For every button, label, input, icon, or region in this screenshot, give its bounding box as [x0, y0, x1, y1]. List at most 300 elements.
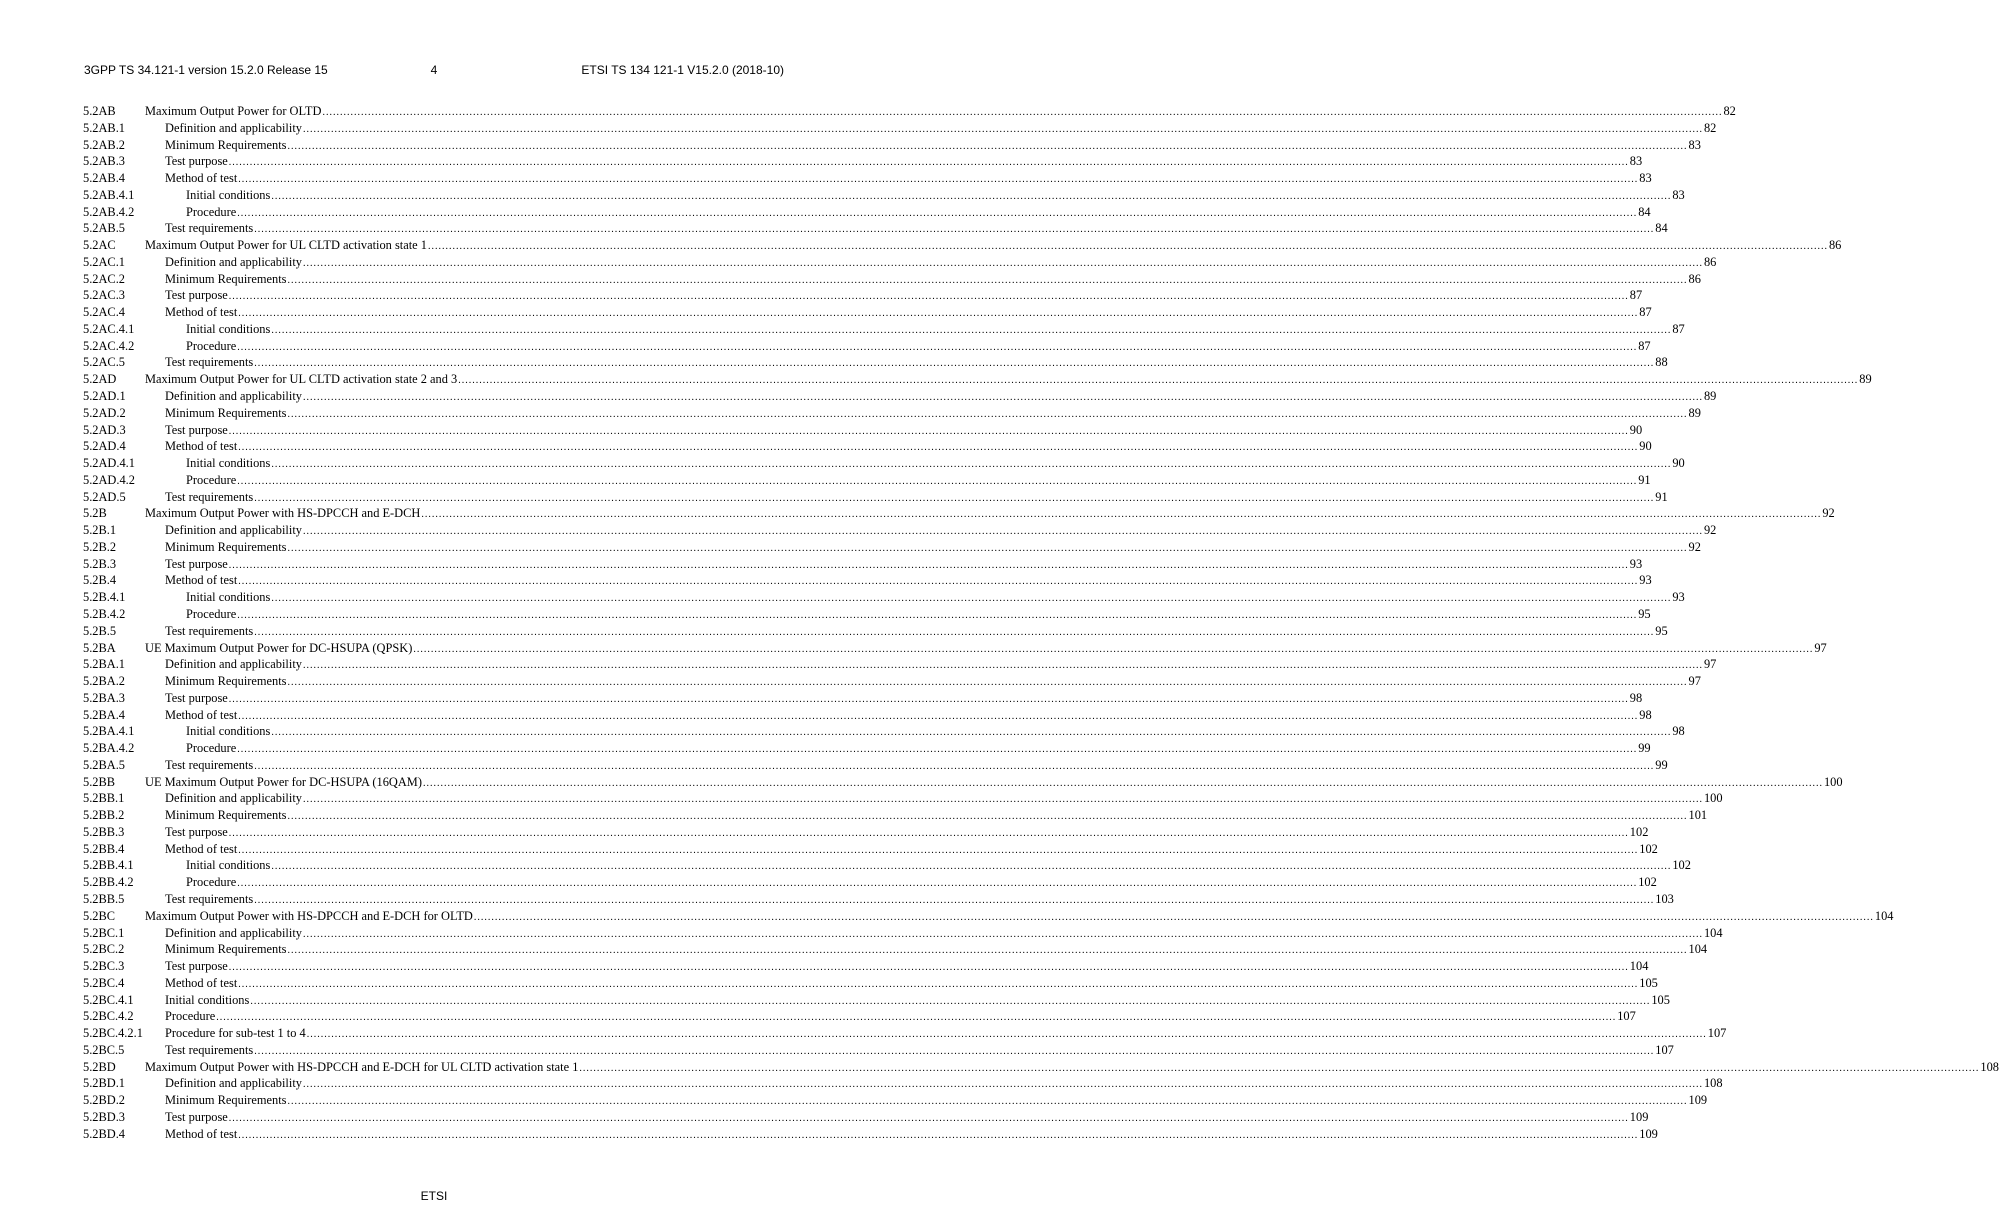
toc-dot-leader: ................................................................................................................................................................................................................................................................................................................................................................................................................: [238, 174, 1639, 186]
toc-dot-leader: ................................................................................................................................................................................................................................................................................................................................................................................................................: [287, 542, 1688, 554]
toc-entry-page: 105: [1639, 975, 1658, 990]
toc-entry-number: 5.2B.3: [83, 556, 117, 571]
toc-entry[interactable]: [83, 740, 1651, 757]
toc-entry[interactable]: [83, 1092, 1708, 1109]
toc-entry-page: 83: [1672, 187, 1685, 202]
toc-entry-number: 5.2B.5: [83, 623, 117, 638]
toc-entry-page: 109: [1688, 1093, 1708, 1108]
toc-dot-leader: ................................................................................................................................................................................................................................................................................................................................................................................................................: [302, 123, 1703, 135]
toc-entry-title: Definition and applicability: [165, 254, 302, 269]
toc-entry[interactable]: [83, 774, 1843, 791]
toc-dot-leader: ................................................................................................................................................................................................................................................................................................................................................................................................................: [254, 358, 1655, 370]
toc-entry-title: Method of test: [165, 439, 238, 454]
toc-entry-number: 5.2BC.2: [83, 942, 125, 957]
toc-entry-number: 5.2B: [83, 506, 107, 521]
toc-entry[interactable]: [83, 841, 1658, 858]
toc-entry-page: 107: [1655, 1042, 1674, 1057]
toc-entry[interactable]: [83, 287, 1643, 304]
toc-entry-number: 5.2BB.4.1: [83, 858, 134, 873]
toc-entry-number: 5.2B.4.1: [83, 590, 126, 605]
toc-entry-page: 87: [1629, 288, 1643, 303]
toc-entry-number: 5.2AC.1: [83, 254, 125, 269]
toc-entry-number: 5.2BA.4: [83, 707, 125, 722]
toc-entry-number: 5.2BB: [83, 774, 116, 789]
toc-entry[interactable]: [83, 958, 1649, 975]
toc-entry-number: 5.2B.1: [83, 523, 117, 538]
toc-entry[interactable]: [83, 891, 1674, 908]
toc-entry-number: 5.2BD.4: [83, 1126, 125, 1141]
toc-dot-leader: ................................................................................................................................................................................................................................................................................................................................................................................................................: [237, 609, 1638, 621]
toc-dot-leader: ................................................................................................................................................................................................................................................................................................................................................................................................................: [287, 140, 1688, 152]
toc-entry[interactable]: [83, 707, 1652, 724]
toc-entry-title: Minimum Requirements: [165, 808, 287, 823]
toc-entry[interactable]: [83, 941, 1708, 958]
toc-dot-leader: ................................................................................................................................................................................................................................................................................................................................................................................................................: [254, 626, 1655, 638]
toc-entry[interactable]: [83, 153, 1643, 170]
toc-entry-page: 84: [1638, 204, 1651, 219]
toc-entry-page: 90: [1672, 456, 1685, 471]
toc-dot-leader: ................................................................................................................................................................................................................................................................................................................................................................................................................: [287, 945, 1688, 957]
toc-entry[interactable]: [83, 539, 1701, 556]
toc-entry[interactable]: [83, 304, 1652, 321]
toc-entry-title: Method of test: [165, 975, 238, 990]
toc-entry-number: 5.2BA.4.2: [83, 741, 135, 756]
toc-entry-number: 5.2AB.2: [83, 137, 125, 152]
toc-entry-number: 5.2B.2: [83, 539, 117, 554]
toc-entry-number: 5.2BD.2: [83, 1093, 125, 1108]
toc-entry-number: 5.2BB.5: [83, 891, 125, 906]
toc-dot-leader: ................................................................................................................................................................................................................................................................................................................................................................................................................: [238, 308, 1639, 320]
toc-entry[interactable]: [83, 103, 1736, 120]
toc-dot-leader: ................................................................................................................................................................................................................................................................................................................................................................................................................: [216, 1012, 1617, 1024]
toc-entry[interactable]: [83, 807, 1708, 824]
toc-entry[interactable]: [83, 422, 1643, 439]
toc-dot-leader: ................................................................................................................................................................................................................................................................................................................................................................................................................: [238, 710, 1639, 722]
toc-entry-page: 99: [1638, 741, 1651, 756]
toc-entry-title: Test purpose: [165, 824, 228, 839]
toc-entry-number: 5.2AD.5: [83, 489, 126, 504]
toc-entry[interactable]: [83, 220, 1668, 237]
toc-entry-number: 5.2BA.2: [83, 674, 125, 689]
toc-entry-title: Method of test: [165, 841, 238, 856]
toc-entry-title: Test requirements: [165, 891, 254, 906]
toc-dot-leader: ................................................................................................................................................................................................................................................................................................................................................................................................................: [306, 1029, 1707, 1041]
toc-dot-leader: ................................................................................................................................................................................................................................................................................................................................................................................................................: [287, 274, 1688, 286]
toc-entry-page: 101: [1688, 808, 1708, 823]
toc-entry-page: 91: [1655, 489, 1668, 504]
toc-dot-leader: ................................................................................................................................................................................................................................................................................................................................................................................................................: [238, 1129, 1639, 1141]
toc-entry-title: Test purpose: [165, 556, 228, 571]
toc-entry-number: 5.2BD: [83, 1059, 116, 1074]
toc-entry-title: UE Maximum Output Power for DC-HSUPA (QPSK): [145, 640, 413, 655]
toc-entry-title: Maximum Output Power with HS-DPCCH and E-DCH for OLTD: [145, 908, 473, 923]
toc-dot-leader: ................................................................................................................................................................................................................................................................................................................................................................................................................: [228, 827, 1629, 839]
toc-entry-page: 90: [1639, 439, 1652, 454]
toc-entry-page: 107: [1617, 1009, 1636, 1024]
toc-entry-page: 92: [1822, 506, 1835, 521]
toc-entry-page: 93: [1629, 556, 1643, 571]
toc-entry-title: Test purpose: [165, 690, 228, 705]
toc-entry-page: 91: [1638, 472, 1651, 487]
toc-entry-number: 5.2AC.4.2: [83, 338, 135, 353]
toc-entry-title: Minimum Requirements: [165, 271, 287, 286]
toc-dot-leader: ................................................................................................................................................................................................................................................................................................................................................................................................................: [421, 509, 1822, 521]
toc-entry-page: 86: [1688, 271, 1701, 286]
toc-entry[interactable]: [83, 1008, 1636, 1025]
toc-entry-number: 5.2BC.3: [83, 959, 125, 974]
toc-entry-number: 5.2AB.1: [83, 120, 125, 135]
toc-entry-title: Minimum Requirements: [165, 137, 287, 152]
toc-entry-page: 83: [1629, 154, 1643, 169]
toc-entry[interactable]: [83, 656, 1717, 673]
toc-entry-number: 5.2AD.1: [83, 389, 126, 404]
toc-entry-title: Method of test: [165, 1126, 238, 1141]
toc-entry-title: Maximum Output Power for UL CLTD activation state 1: [145, 238, 427, 253]
toc-dot-leader: ................................................................................................................................................................................................................................................................................................................................................................................................................: [228, 425, 1629, 437]
toc-entry-title: Initial conditions: [186, 456, 271, 471]
toc-dot-leader: ................................................................................................................................................................................................................................................................................................................................................................................................................: [250, 995, 1651, 1007]
toc-entry[interactable]: [83, 187, 1685, 204]
toc-entry-page: 92: [1688, 539, 1701, 554]
toc-entry[interactable]: [83, 690, 1643, 707]
toc-entry[interactable]: [83, 1042, 1674, 1059]
toc-dot-leader: ................................................................................................................................................................................................................................................................................................................................................................................................................: [271, 861, 1672, 873]
toc-entry-title: Test requirements: [165, 489, 254, 504]
toc-entry[interactable]: [83, 1075, 1723, 1092]
toc-dot-leader: ................................................................................................................................................................................................................................................................................................................................................................................................................: [254, 894, 1655, 906]
toc-entry-title: Initial conditions: [186, 724, 271, 739]
toc-entry-title: Initial conditions: [186, 187, 271, 202]
toc-entry-title: Minimum Requirements: [165, 674, 287, 689]
toc-entry-title: UE Maximum Output Power for DC-HSUPA (16QAM): [145, 774, 422, 789]
toc-entry-number: 5.2BD.1: [83, 1076, 125, 1091]
toc-entry-title: Definition and applicability: [165, 791, 302, 806]
toc-entry-number: 5.2BC.4.2.1: [83, 1026, 143, 1041]
toc-entry-page: 92: [1703, 523, 1717, 538]
header-spec-version: 3GPP TS 34.121-1 version 15.2.0 Release 15: [84, 63, 328, 77]
toc-entry-title: Test purpose: [165, 1109, 228, 1124]
toc-entry-page: 86: [1703, 254, 1717, 269]
toc-entry-title: Method of test: [165, 707, 238, 722]
toc-entry[interactable]: [83, 908, 1894, 925]
toc-entry-page: 107: [1707, 1026, 1727, 1041]
toc-entry-page: 82: [1723, 104, 1736, 118]
toc-entry[interactable]: [83, 254, 1717, 271]
toc-entry-title: Procedure: [186, 606, 237, 621]
toc-dot-leader: ................................................................................................................................................................................................................................................................................................................................................................................................................: [302, 928, 1703, 940]
toc-entry[interactable]: [83, 640, 1827, 657]
toc-entry-title: Test purpose: [165, 154, 228, 169]
toc-entry[interactable]: [83, 606, 1651, 623]
toc-entry[interactable]: [83, 572, 1652, 589]
toc-entry[interactable]: [83, 992, 1670, 1009]
toc-entry-title: Definition and applicability: [165, 657, 302, 672]
toc-entry-page: 100: [1703, 791, 1723, 806]
toc-entry-number: 5.2AB.4.2: [83, 204, 135, 219]
toc-dot-leader: ................................................................................................................................................................................................................................................................................................................................................................................................................: [237, 207, 1638, 219]
toc-entry-title: Maximum Output Power with HS-DPCCH and E-DCH for UL CLTD activation state 1: [145, 1059, 579, 1074]
toc-entry-number: 5.2AC.2: [83, 271, 125, 286]
toc-entry-title: Minimum Requirements: [165, 1093, 287, 1108]
toc-entry-page: 102: [1638, 875, 1657, 890]
toc-entry-title: Test requirements: [165, 1042, 254, 1057]
toc-entry-title: Test purpose: [165, 422, 228, 437]
toc-entry-number: 5.2AD.4.2: [83, 472, 135, 487]
toc-entry-title: Maximum Output Power for OLTD: [145, 104, 322, 118]
toc-entry-title: Procedure for sub-test 1 to 4: [165, 1026, 306, 1041]
toc-entry-number: 5.2BA.1: [83, 657, 125, 672]
toc-entry-number: 5.2AD.3: [83, 422, 126, 437]
toc-entry[interactable]: [83, 623, 1668, 640]
toc-entry-page: 102: [1629, 824, 1649, 839]
toc-entry-page: 89: [1859, 372, 1872, 387]
toc-entry-page: 104: [1629, 959, 1649, 974]
toc-entry[interactable]: [83, 975, 1658, 992]
toc-entry-number: 5.2BB.4.2: [83, 875, 134, 890]
toc-dot-leader: ................................................................................................................................................................................................................................................................................................................................................................................................................: [237, 744, 1638, 756]
toc-dot-leader: ................................................................................................................................................................................................................................................................................................................................................................................................................: [228, 1112, 1629, 1124]
toc-entry-title: Procedure: [186, 741, 237, 756]
toc-entry-title: Definition and applicability: [165, 523, 302, 538]
toc-entry-page: 87: [1638, 338, 1651, 353]
toc-entry-page: 97: [1688, 674, 1701, 689]
toc-entry-number: 5.2AD.4: [83, 439, 126, 454]
toc-dot-leader: ................................................................................................................................................................................................................................................................................................................................................................................................................: [422, 777, 1823, 789]
toc-entry[interactable]: [83, 455, 1685, 472]
toc-entry-number: 5.2AB.4.1: [83, 187, 135, 202]
header-etsi-reference: ETSI TS 134 121-1 V15.2.0 (2018-10): [581, 63, 784, 77]
toc-dot-leader: ................................................................................................................................................................................................................................................................................................................................................................................................................: [228, 157, 1629, 169]
toc-entry-number: 5.2BC.5: [83, 1042, 125, 1057]
toc-dot-leader: ................................................................................................................................................................................................................................................................................................................................................................................................................: [473, 911, 1874, 923]
toc-entry-title: Procedure: [165, 1009, 216, 1024]
toc-dot-leader: ................................................................................................................................................................................................................................................................................................................................................................................................................: [237, 878, 1638, 890]
toc-entry-number: 5.2BA: [83, 640, 116, 655]
toc-entry-page: 97: [1703, 657, 1717, 672]
toc-entry-page: 83: [1639, 171, 1652, 186]
toc-dot-leader: ................................................................................................................................................................................................................................................................................................................................................................................................................: [271, 324, 1672, 336]
toc-dot-leader: ................................................................................................................................................................................................................................................................................................................................................................................................................: [413, 643, 1814, 655]
toc-entry-page: 99: [1655, 757, 1668, 772]
toc-entry[interactable]: [83, 723, 1685, 740]
toc-dot-leader: ................................................................................................................................................................................................................................................................................................................................................................................................................: [287, 1096, 1688, 1108]
toc-dot-leader: ................................................................................................................................................................................................................................................................................................................................................................................................................: [271, 190, 1672, 202]
toc-dot-leader: ................................................................................................................................................................................................................................................................................................................................................................................................................: [228, 693, 1629, 705]
toc-entry-number: 5.2B.4.2: [83, 606, 126, 621]
toc-entry-title: Method of test: [165, 573, 238, 588]
toc-entry-number: 5.2BC.1: [83, 925, 125, 940]
toc-entry-number: 5.2BC.4: [83, 975, 125, 990]
toc-entry-page: 89: [1688, 405, 1701, 420]
toc-entry-title: Minimum Requirements: [165, 405, 287, 420]
toc-entry-title: Procedure: [186, 472, 237, 487]
toc-dot-leader: ................................................................................................................................................................................................................................................................................................................................................................................................................: [228, 559, 1629, 571]
toc-entry-page: 103: [1655, 891, 1674, 906]
toc-dot-leader: ................................................................................................................................................................................................................................................................................................................................................................................................................: [302, 526, 1703, 538]
toc-entry-page: 82: [1703, 120, 1717, 135]
toc-entry-title: Minimum Requirements: [165, 942, 287, 957]
header-page-number: 4: [430, 63, 438, 77]
toc-entry-number: 5.2AB.5: [83, 221, 125, 236]
toc-dot-leader: ................................................................................................................................................................................................................................................................................................................................................................................................................: [271, 593, 1672, 605]
toc-entry-title: Initial conditions: [186, 858, 271, 873]
toc-entry-page: 95: [1638, 606, 1651, 621]
toc-entry-page: 109: [1629, 1109, 1649, 1124]
toc-entry[interactable]: [83, 237, 1842, 254]
toc-entry-number: 5.2B.4: [83, 573, 117, 588]
toc-dot-leader: ................................................................................................................................................................................................................................................................................................................................................................................................................: [254, 1045, 1655, 1057]
toc-dot-leader: ................................................................................................................................................................................................................................................................................................................................................................................................................: [287, 677, 1688, 689]
toc-dot-leader: ................................................................................................................................................................................................................................................................................................................................................................................................................: [228, 291, 1629, 303]
toc-entry-page: 104: [1874, 908, 1894, 923]
toc-entry-page: 88: [1655, 355, 1668, 370]
toc-entry-number: 5.2BA.4.1: [83, 724, 135, 739]
toc-entry-title: Initial conditions: [186, 590, 271, 605]
toc-entry[interactable]: [83, 925, 1723, 942]
toc-entry-title: Definition and applicability: [165, 925, 302, 940]
toc-entry[interactable]: [83, 489, 1668, 506]
toc-entry-page: 109: [1639, 1126, 1658, 1141]
toc-entry-title: Minimum Requirements: [165, 539, 287, 554]
toc-entry-page: 90: [1629, 422, 1643, 437]
toc-entry[interactable]: [83, 405, 1701, 422]
toc-entry-title: Maximum Output Power with HS-DPCCH and E-DCH: [145, 506, 421, 521]
toc-entry-number: 5.2AB: [83, 104, 116, 118]
toc-dot-leader: ................................................................................................................................................................................................................................................................................................................................................................................................................: [254, 224, 1655, 236]
toc-entry-number: 5.2BB.2: [83, 808, 125, 823]
toc-dot-leader: ................................................................................................................................................................................................................................................................................................................................................................................................................: [271, 727, 1672, 739]
toc-entry-page: 93: [1672, 590, 1685, 605]
toc-entry-page: 87: [1639, 305, 1652, 320]
toc-entry-title: Test requirements: [165, 221, 254, 236]
toc-dot-leader: ................................................................................................................................................................................................................................................................................................................................................................................................................: [271, 459, 1672, 471]
toc-entry[interactable]: [83, 556, 1643, 573]
toc-entry-title: Definition and applicability: [165, 389, 302, 404]
toc-entry[interactable]: [83, 321, 1685, 338]
toc-entry-title: Test requirements: [165, 355, 254, 370]
toc-entry-page: 97: [1814, 640, 1827, 655]
toc-entry-title: Procedure: [186, 338, 237, 353]
toc-entry-title: Initial conditions: [165, 992, 250, 1007]
toc-entry[interactable]: [83, 824, 1649, 841]
toc-entry-title: Test requirements: [165, 623, 254, 638]
toc-entry[interactable]: [83, 874, 1657, 891]
toc-entry-page: 104: [1688, 942, 1708, 957]
toc-entry-page: 86: [1828, 238, 1842, 253]
toc-entry-title: Procedure: [186, 875, 237, 890]
toc-entry[interactable]: [83, 1059, 1999, 1076]
toc-entry[interactable]: [83, 354, 1668, 371]
toc-dot-leader: ................................................................................................................................................................................................................................................................................................................................................................................................................: [427, 241, 1828, 253]
toc-entry-number: 5.2BB.3: [83, 824, 125, 839]
toc-entry[interactable]: [83, 1126, 1658, 1143]
toc-entry[interactable]: [83, 790, 1723, 807]
toc-entry-number: 5.2BC.4.1: [83, 992, 134, 1007]
toc-entry-page: 98: [1639, 707, 1652, 722]
toc-entry-number: 5.2AD.2: [83, 405, 126, 420]
toc-entry[interactable]: [83, 204, 1651, 221]
toc-entry-page: 108: [1980, 1059, 1999, 1074]
toc-entry[interactable]: [83, 757, 1668, 774]
toc-entry[interactable]: [83, 338, 1651, 355]
toc-dot-leader: ................................................................................................................................................................................................................................................................................................................................................................................................................: [302, 660, 1703, 672]
toc-entry-page: 89: [1703, 389, 1717, 404]
toc-dot-leader: ................................................................................................................................................................................................................................................................................................................................................................................................................: [287, 408, 1688, 420]
toc-entry-title: Test requirements: [165, 757, 254, 772]
toc-entry[interactable]: [83, 170, 1652, 187]
toc-entry-number: 5.2AD: [83, 372, 117, 387]
toc-entry-number: 5.2BA.5: [83, 757, 125, 772]
toc-entry-title: Method of test: [165, 171, 238, 186]
toc-entry-number: 5.2BB.4: [83, 841, 125, 856]
toc-entry[interactable]: [83, 589, 1685, 606]
toc-dot-leader: ................................................................................................................................................................................................................................................................................................................................................................................................................: [458, 375, 1859, 387]
toc-entry-page: 102: [1672, 858, 1691, 873]
toc-entry[interactable]: [83, 438, 1652, 455]
toc-dot-leader: ................................................................................................................................................................................................................................................................................................................................................................................................................: [238, 576, 1639, 588]
toc-entry-number: 5.2AB.3: [83, 154, 125, 169]
toc-dot-leader: ................................................................................................................................................................................................................................................................................................................................................................................................................: [228, 962, 1629, 974]
toc-entry-title: Test purpose: [165, 959, 228, 974]
toc-entry-number: 5.2AC.4.1: [83, 321, 135, 336]
footer-etsi: ETSI: [420, 1189, 448, 1203]
toc-entry[interactable]: [83, 271, 1701, 288]
toc-entry[interactable]: [83, 673, 1701, 690]
toc-dot-leader: ................................................................................................................................................................................................................................................................................................................................................................................................................: [254, 492, 1655, 504]
toc-entry-title: Initial conditions: [186, 321, 271, 336]
toc-entry[interactable]: [83, 1109, 1649, 1126]
toc-entry-number: 5.2BB.1: [83, 791, 125, 806]
toc-entry[interactable]: [83, 120, 1717, 137]
toc-dot-leader: ................................................................................................................................................................................................................................................................................................................................................................................................................: [579, 1062, 1980, 1074]
toc-entry-page: 105: [1651, 992, 1670, 1007]
toc-entry-page: 98: [1629, 690, 1643, 705]
toc-entry[interactable]: [83, 388, 1717, 405]
toc-entry-number: 5.2BD.3: [83, 1109, 125, 1124]
toc-entry-title: Definition and applicability: [165, 120, 302, 135]
toc-dot-leader: ................................................................................................................................................................................................................................................................................................................................................................................................................: [238, 442, 1639, 454]
toc-entry[interactable]: [83, 371, 1872, 388]
toc-entry-number: 5.2AC.4: [83, 305, 125, 320]
toc-entry-number: 5.2AB.4: [83, 171, 125, 186]
toc-entry[interactable]: [83, 505, 1835, 522]
toc-dot-leader: ................................................................................................................................................................................................................................................................................................................................................................................................................: [302, 392, 1703, 404]
toc-entry[interactable]: [83, 522, 1717, 539]
toc-dot-leader: ................................................................................................................................................................................................................................................................................................................................................................................................................: [238, 844, 1639, 856]
table-of-contents: [83, 103, 1999, 1142]
toc-entry-page: 83: [1688, 137, 1701, 152]
toc-dot-leader: ................................................................................................................................................................................................................................................................................................................................................................................................................: [237, 341, 1638, 353]
toc-entry-number: 5.2BC: [83, 908, 116, 923]
toc-dot-leader: ................................................................................................................................................................................................................................................................................................................................................................................................................: [302, 794, 1703, 806]
toc-entry[interactable]: [83, 137, 1701, 154]
toc-dot-leader: ................................................................................................................................................................................................................................................................................................................................................................................................................: [302, 1079, 1703, 1091]
toc-entry-page: 104: [1703, 925, 1723, 940]
toc-entry-number: 5.2AD.4.1: [83, 456, 135, 471]
toc-entry-number: 5.2AC: [83, 238, 116, 253]
toc-entry-page: 95: [1655, 623, 1668, 638]
toc-entry[interactable]: [83, 857, 1691, 874]
toc-entry[interactable]: [83, 1025, 1727, 1042]
toc-entry-title: Definition and applicability: [165, 1076, 302, 1091]
toc-entry-number: 5.2BC.4.2: [83, 1009, 134, 1024]
toc-entry[interactable]: [83, 472, 1651, 489]
toc-dot-leader: ................................................................................................................................................................................................................................................................................................................................................................................................................: [237, 475, 1638, 487]
toc-entry-number: 5.2AC.5: [83, 355, 125, 370]
toc-dot-leader: ................................................................................................................................................................................................................................................................................................................................................................................................................: [238, 978, 1639, 990]
toc-entry-page: 84: [1655, 221, 1668, 236]
toc-dot-leader: ................................................................................................................................................................................................................................................................................................................................................................................................................: [302, 257, 1703, 269]
